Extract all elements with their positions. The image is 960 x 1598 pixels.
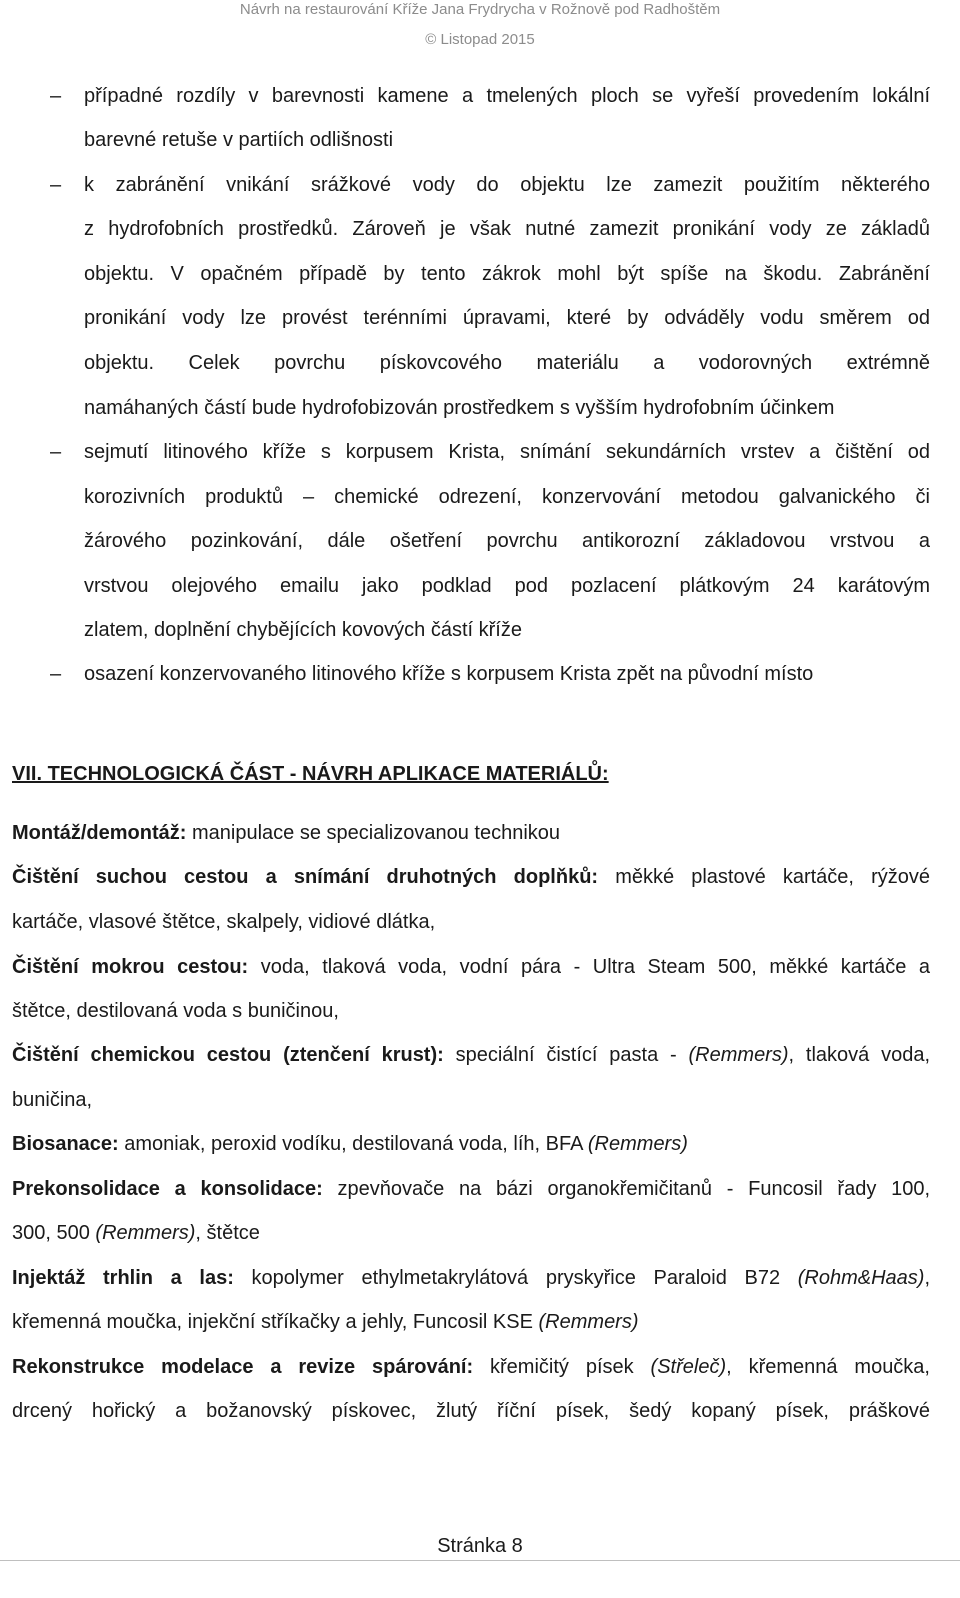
material-konsolidace-line-1: Prekonsolidace a konsolidace: zpevňovače na bázi organokřemičitanů - Funcosil řady 100,	[12, 1178, 930, 1200]
bullet-3-line-4: vrstvou olejového emailu jako podklad pod pozlacení plátkovým 24 karátovým	[84, 575, 930, 597]
material-konsolidace-line-2: 300, 500 (Remmers), štětce	[12, 1222, 260, 1244]
section-heading: VII. TECHNOLOGICKÁ ČÁST - NÁVRH APLIKACE MATERIÁLŮ:	[12, 763, 609, 785]
document-title: Návrh na restaurování Kříže Jana Frydrycha v Rožnově pod Radhoštěm	[239, 1, 721, 18]
bullet-2-line-1: k zabránění vnikání srážkové vody do objektu lze zamezit použitím některého	[84, 174, 930, 196]
bullet-3-line-5: zlatem, doplnění chybějících kovových částí kříže	[84, 619, 522, 641]
bullet-1-line-2: barevné retuše v partiích odlišnosti	[84, 129, 394, 151]
bullet-3-line-2: korozivních produktů – chemické odrezení, konzervování metodou galvanického či	[84, 486, 930, 508]
bullet-dash: –	[50, 174, 62, 196]
material-cisteni-chemicka-line-2: buničina,	[12, 1089, 93, 1111]
page-number: Stránka 8	[437, 1535, 523, 1557]
bullet-2-line-2: z hydrofobních prostředků. Zároveň je však nutné zamezit pronikání vody ze základů	[84, 218, 930, 240]
bullet-2-line-5: objektu. Celek povrchu pískovcového materiálu a vodorovných extrémně	[84, 352, 930, 374]
material-injektaz-line-2: křemenná moučka, injekční stříkačky a jehly, Funcosil KSE (Remmers)	[12, 1311, 639, 1333]
bullet-dash: –	[50, 663, 62, 685]
bullet-3-line-3: žárového pozinkování, dále ošetření povrchu antikorozní základovou vrstvou a	[84, 530, 930, 552]
bullet-3-line-1: sejmutí litinového kříže s korpusem Krista, snímání sekundárních vrstev a čištění od	[84, 441, 930, 463]
material-montaz: Montáž/demontáž: manipulace se specializovanou technikou	[12, 822, 561, 844]
material-cisteni-sucha-line-2: kartáče, vlasové štětce, skalpely, vidiové dlátka,	[12, 911, 436, 933]
bullet-4-line-1: osazení konzervovaného litinového kříže s korpusem Krista zpět na původní místo	[84, 663, 814, 685]
bullet-2-line-4: pronikání vody lze provést terénními úpravami, které by odváděly vodu směrem od	[84, 307, 930, 329]
material-cisteni-sucha-line-1: Čištění suchou cestou a snímání druhotných doplňků: měkké plastové kartáče, rýžové	[12, 866, 930, 888]
bullet-2-line-6: namáhaných částí bude hydrofobizován prostředkem s vyšším hydrofobním účinkem	[84, 397, 835, 419]
material-biosanace: Biosanace: amoniak, peroxid vodíku, destilovaná voda, líh, BFA (Remmers)	[12, 1133, 688, 1155]
footer-divider	[0, 1560, 960, 1561]
material-cisteni-chemicka-line-1: Čištění chemickou cestou (ztenčení krust): speciální čistící pasta - (Remmers), tlaková voda,	[12, 1044, 930, 1066]
bullet-2-line-3: objektu. V opačném případě by tento zákrok mohl být spíše na škodu. Zabránění	[84, 263, 930, 285]
document-date: © Listopad 2015	[425, 31, 535, 48]
material-rekonstrukce-line-1: Rekonstrukce modelace a revize spárování: křemičitý písek (Střeleč), křemenná moučka,	[12, 1356, 930, 1378]
bullet-1-line-1: případné rozdíly v barevnosti kamene a tmelených ploch se vyřeší provedením lokální	[84, 85, 930, 107]
material-rekonstrukce-line-2: drcený hořický a božanovský pískovec, žlutý říční písek, šedý kopaný písek, práškové	[12, 1400, 930, 1422]
material-cisteni-mokra-line-1: Čištění mokrou cestou: voda, tlaková voda, vodní pára - Ultra Steam 500, měkké kartáče a	[12, 956, 930, 978]
bullet-dash: –	[50, 85, 62, 107]
bullet-dash: –	[50, 441, 62, 463]
material-injektaz-line-1: Injektáž trhlin a las: kopolymer ethylmetakrylátová pryskyřice Paraloid B72 (Rohm&Haas),	[12, 1267, 931, 1289]
material-cisteni-mokra-line-2: štětce, destilovaná voda s buničinou,	[12, 1000, 339, 1022]
